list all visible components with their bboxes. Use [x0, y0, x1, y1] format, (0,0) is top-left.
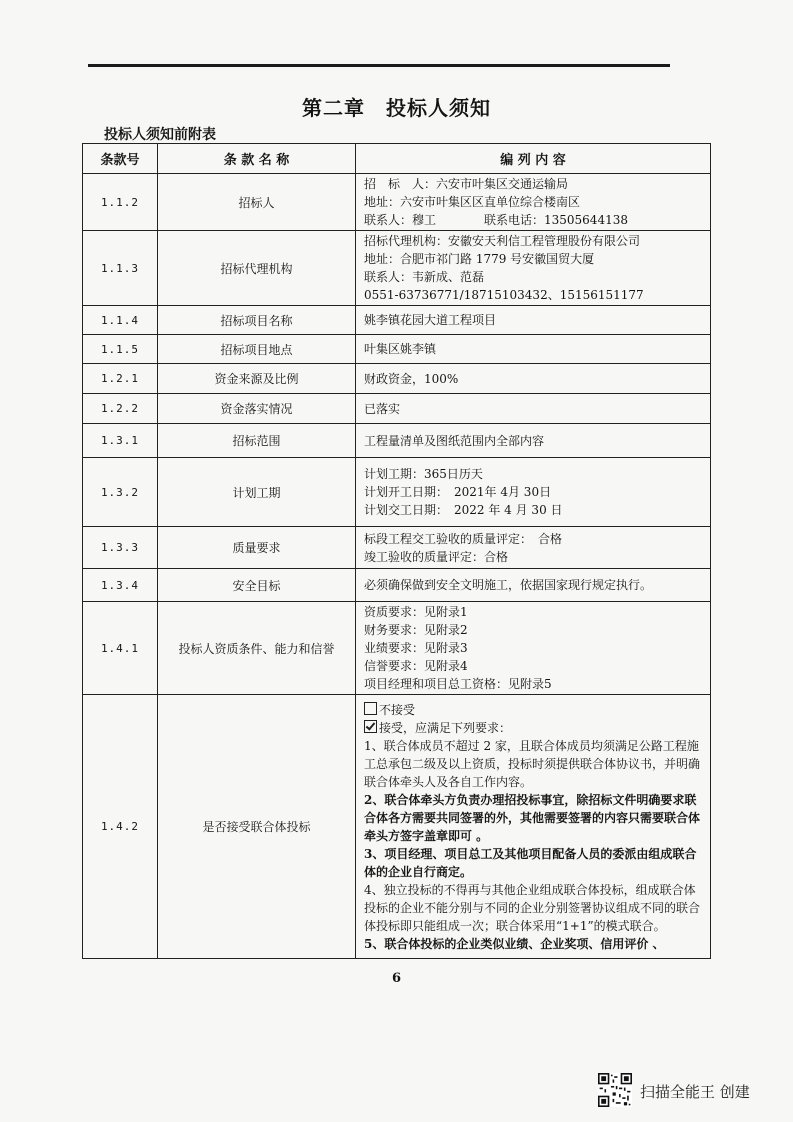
- content-line: 信誉要求：见附录4: [364, 659, 468, 673]
- checkbox-checked-icon: [364, 720, 377, 733]
- content-line: 竣工验收的质量评定：合格: [364, 549, 509, 564]
- table-row: [83, 569, 711, 602]
- qr-code-icon: [598, 1073, 632, 1107]
- clause-name: 招标项目地点: [158, 335, 356, 364]
- clause-number: 1.4.2: [83, 695, 158, 959]
- clause-name: 招标代理机构: [158, 231, 356, 306]
- content-line: 资质要求：见附录1: [364, 605, 468, 619]
- table-row: [83, 424, 711, 458]
- clause-content: [356, 231, 711, 306]
- content-line: 招标代理机构：安徽安天利信工程管理股份有限公司: [364, 234, 641, 248]
- content-line: 地址：六安市叶集区区直单位综合楼南区: [364, 195, 581, 209]
- clause-name: 投标人资质条件、能力和信誉: [158, 602, 356, 695]
- top-rule: [88, 64, 670, 67]
- clause-content: [356, 394, 711, 424]
- scanner-watermark: [598, 1073, 778, 1109]
- clause-name: 招标项目名称: [158, 306, 356, 335]
- content-line: 计划工期：365日历天: [364, 467, 483, 481]
- content-line: 姚李镇花园大道工程项目: [364, 313, 497, 327]
- content-line: 联系人：韦新成、范磊: [364, 270, 485, 284]
- clause-name: 安全目标: [158, 569, 356, 602]
- clause-name: 资金落实情况: [158, 394, 356, 424]
- clause-number: 1.4.1: [83, 602, 158, 695]
- requirement-item: 2、联合体牵头方负责办理招投标事宜，除招标文件明确要求联合体各方需要共同签署的外，其他需要签署的内容只需要联合体牵头方签字盖章即可 。: [364, 792, 701, 843]
- header-clause-number: 条款号: [83, 144, 158, 174]
- header-content: 编 列 内 容: [356, 144, 711, 174]
- clause-content: [356, 306, 711, 335]
- page-number: 6: [391, 971, 402, 986]
- clause-content: [356, 527, 711, 569]
- header-clause-name: 条 款 名 称: [158, 144, 356, 174]
- content-line: 联系人：穆工 联系电话：13505644138: [364, 213, 628, 227]
- content-line: 标段工程交工验收的质量评定： 合格: [364, 531, 563, 546]
- table-row: [83, 458, 711, 527]
- clause-name: 资金来源及比例: [158, 364, 356, 394]
- clause-name: 招标范围: [158, 424, 356, 458]
- table-row: [83, 364, 711, 394]
- option-label: 接受，应满足下列要求：: [379, 720, 512, 735]
- clause-number: 1.3.2: [83, 458, 158, 527]
- clause-name: 招标人: [158, 174, 356, 231]
- content-line: 招 标 人：六安市叶集区交通运输局: [364, 177, 569, 191]
- content-line: 计划交工日期： 2022 年 4 月 30 日: [364, 503, 563, 517]
- scanner-brand-text: 扫描全能王 创建: [640, 1083, 750, 1101]
- clause-number: 1.2.2: [83, 394, 158, 424]
- content-line: 地址：合肥市祁门路 1779 号安徽国贸大厦: [364, 252, 595, 266]
- clause-number: 1.1.3: [83, 231, 158, 306]
- bidder-instructions-table: [82, 143, 711, 959]
- content-line: 已落实: [364, 401, 401, 416]
- option-label: 不接受: [379, 702, 416, 717]
- requirement-item: 3、项目经理、项目总工及其他项目配备人员的委派由组成联合体的企业自行商定。: [364, 846, 697, 879]
- clause-content: [356, 695, 711, 959]
- table-row: [83, 394, 711, 424]
- clause-number: 1.2.1: [83, 364, 158, 394]
- content-line: 财政资金，100%: [364, 371, 459, 386]
- clause-number: 1.1.4: [83, 306, 158, 335]
- table-caption: 投标人须知前附表: [104, 127, 216, 143]
- content-line: 业绩要求：见附录3: [364, 641, 468, 655]
- table-row: [83, 174, 711, 231]
- option-not-accepted: [364, 701, 704, 719]
- option-accepted: [364, 719, 704, 737]
- content-line: 0551-63736771/18715103432、15156151177: [364, 288, 644, 302]
- clause-content: [356, 458, 711, 527]
- chapter-title: 第二章 投标人须知: [302, 96, 491, 120]
- clause-content: [356, 335, 711, 364]
- content-line: 必须确保做到安全文明施工，依据国家现行规定执行。: [364, 578, 653, 592]
- content-line: 工程量清单及图纸范围内全部内容: [364, 433, 545, 448]
- clause-number: 1.3.3: [83, 527, 158, 569]
- content-line: 项目经理和项目总工资格：见附录5: [364, 677, 552, 691]
- table-row: [83, 231, 711, 306]
- clause-name: 质量要求: [158, 527, 356, 569]
- requirement-item: 5、联合体投标的企业类似业绩、企业奖项、信用评价 、: [364, 936, 665, 951]
- clause-number: 1.3.4: [83, 569, 158, 602]
- clause-name: 是否接受联合体投标: [158, 695, 356, 959]
- table-row: [83, 335, 711, 364]
- clause-content: [356, 364, 711, 394]
- clause-content: [356, 602, 711, 695]
- table-header-row: [83, 144, 711, 174]
- clause-number: 1.3.1: [83, 424, 158, 458]
- clause-content: [356, 569, 711, 602]
- requirement-item: 1、联合体成员不超过 2 家，且联合体成员均须满足公路工程施工总承包二级及以上资质，投标时须提供联合体协议书，并明确联合体牵头人及各自工作内容。: [364, 738, 701, 789]
- clause-name: 计划工期: [158, 458, 356, 527]
- table-row: [83, 695, 711, 959]
- table-row: [83, 602, 711, 695]
- content-line: 计划开工日期： 2021年 4月 30日: [364, 485, 552, 499]
- table-row: [83, 527, 711, 569]
- checkbox-unchecked-icon: [364, 702, 377, 715]
- table-row: [83, 306, 711, 335]
- requirement-item: 4、独立投标的不得再与其他企业组成联合体投标，组成联合体投标的企业不能分别与不同的企业分别签署协议组成不同的联合体投标即只能组成一次；联合体采用“1+1”的模式联合。: [364, 882, 701, 933]
- content-line: 叶集区姚李镇: [364, 342, 437, 356]
- content-line: 财务要求：见附录2: [364, 623, 468, 637]
- clause-content: [356, 174, 711, 231]
- clause-number: 1.1.5: [83, 335, 158, 364]
- clause-content: [356, 424, 711, 458]
- clause-number: 1.1.2: [83, 174, 158, 231]
